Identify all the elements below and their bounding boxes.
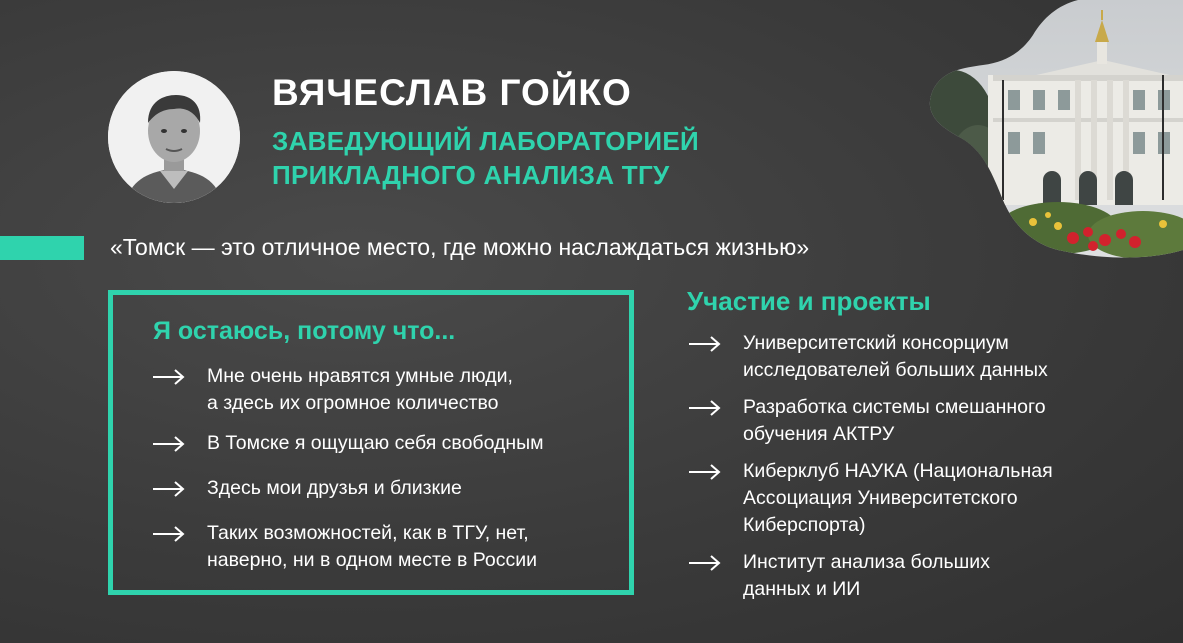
accent-bar <box>0 236 84 260</box>
arrow-right-icon <box>151 430 189 457</box>
list-item <box>687 394 1157 448</box>
projects-list <box>687 330 1157 603</box>
person-portrait <box>108 71 240 203</box>
arrow-right-icon <box>687 549 725 576</box>
list-item-line: Разработка системы смешанного <box>743 396 1046 418</box>
list-item <box>151 430 621 457</box>
quote: «Томск — это отличное место, где можно наслаждаться жизнью» <box>110 234 810 260</box>
list-item-line: Ассоциация Университетского <box>743 487 1018 509</box>
list-item <box>151 363 621 417</box>
list-item-line: а здесь их огромное количество <box>207 392 499 414</box>
role-line-2: ПРИКЛАДНОГО АНАЛИЗА ТГУ <box>272 160 670 190</box>
person-role <box>272 124 792 192</box>
list-item-line: Мне очень нравятся умные люди, <box>207 365 513 387</box>
arrow-right-icon <box>687 458 725 485</box>
arrow-right-icon <box>151 475 189 502</box>
list-item-line: Здесь мои друзья и близкие <box>207 477 462 499</box>
arrow-right-icon <box>687 330 725 357</box>
list-item <box>151 520 621 574</box>
list-item-line: наверно, ни в одном месте в России <box>207 549 538 571</box>
stay-reasons-list <box>151 363 621 574</box>
university-building-photo <box>843 0 1183 270</box>
person-name: ВЯЧЕСЛАВ ГОЙКО <box>272 72 632 113</box>
stay-reasons-box <box>108 290 634 595</box>
list-item-line: исследователей больших данных <box>743 359 1048 381</box>
list-item <box>151 475 621 502</box>
avatar <box>108 71 240 203</box>
list-item-line: Университетский консорциум <box>743 332 1009 354</box>
list-item <box>687 458 1157 539</box>
list-item-line: Киберспорта) <box>743 514 866 536</box>
list-item-line: данных и ИИ <box>743 578 861 600</box>
list-item-line: Киберклуб НАУКА (Национальная <box>743 460 1053 482</box>
list-item <box>687 330 1157 384</box>
list-item-line: В Томске я ощущаю себя свободным <box>207 432 544 454</box>
list-item-line: обучения АКТРУ <box>743 423 895 445</box>
list-item-line: Институт анализа больших <box>743 551 990 573</box>
arrow-right-icon <box>151 520 189 547</box>
arrow-right-icon <box>687 394 725 421</box>
arrow-right-icon <box>151 363 189 390</box>
list-item-line: Таких возможностей, как в ТГУ, нет, <box>207 522 529 544</box>
list-item <box>687 549 1157 603</box>
projects-title: Участие и проекты <box>687 286 931 316</box>
role-line-1: ЗАВЕДУЮЩИЙ ЛАБОРАТОРИЕЙ <box>272 126 699 156</box>
stay-title: Я остаюсь, потому что... <box>153 317 456 345</box>
